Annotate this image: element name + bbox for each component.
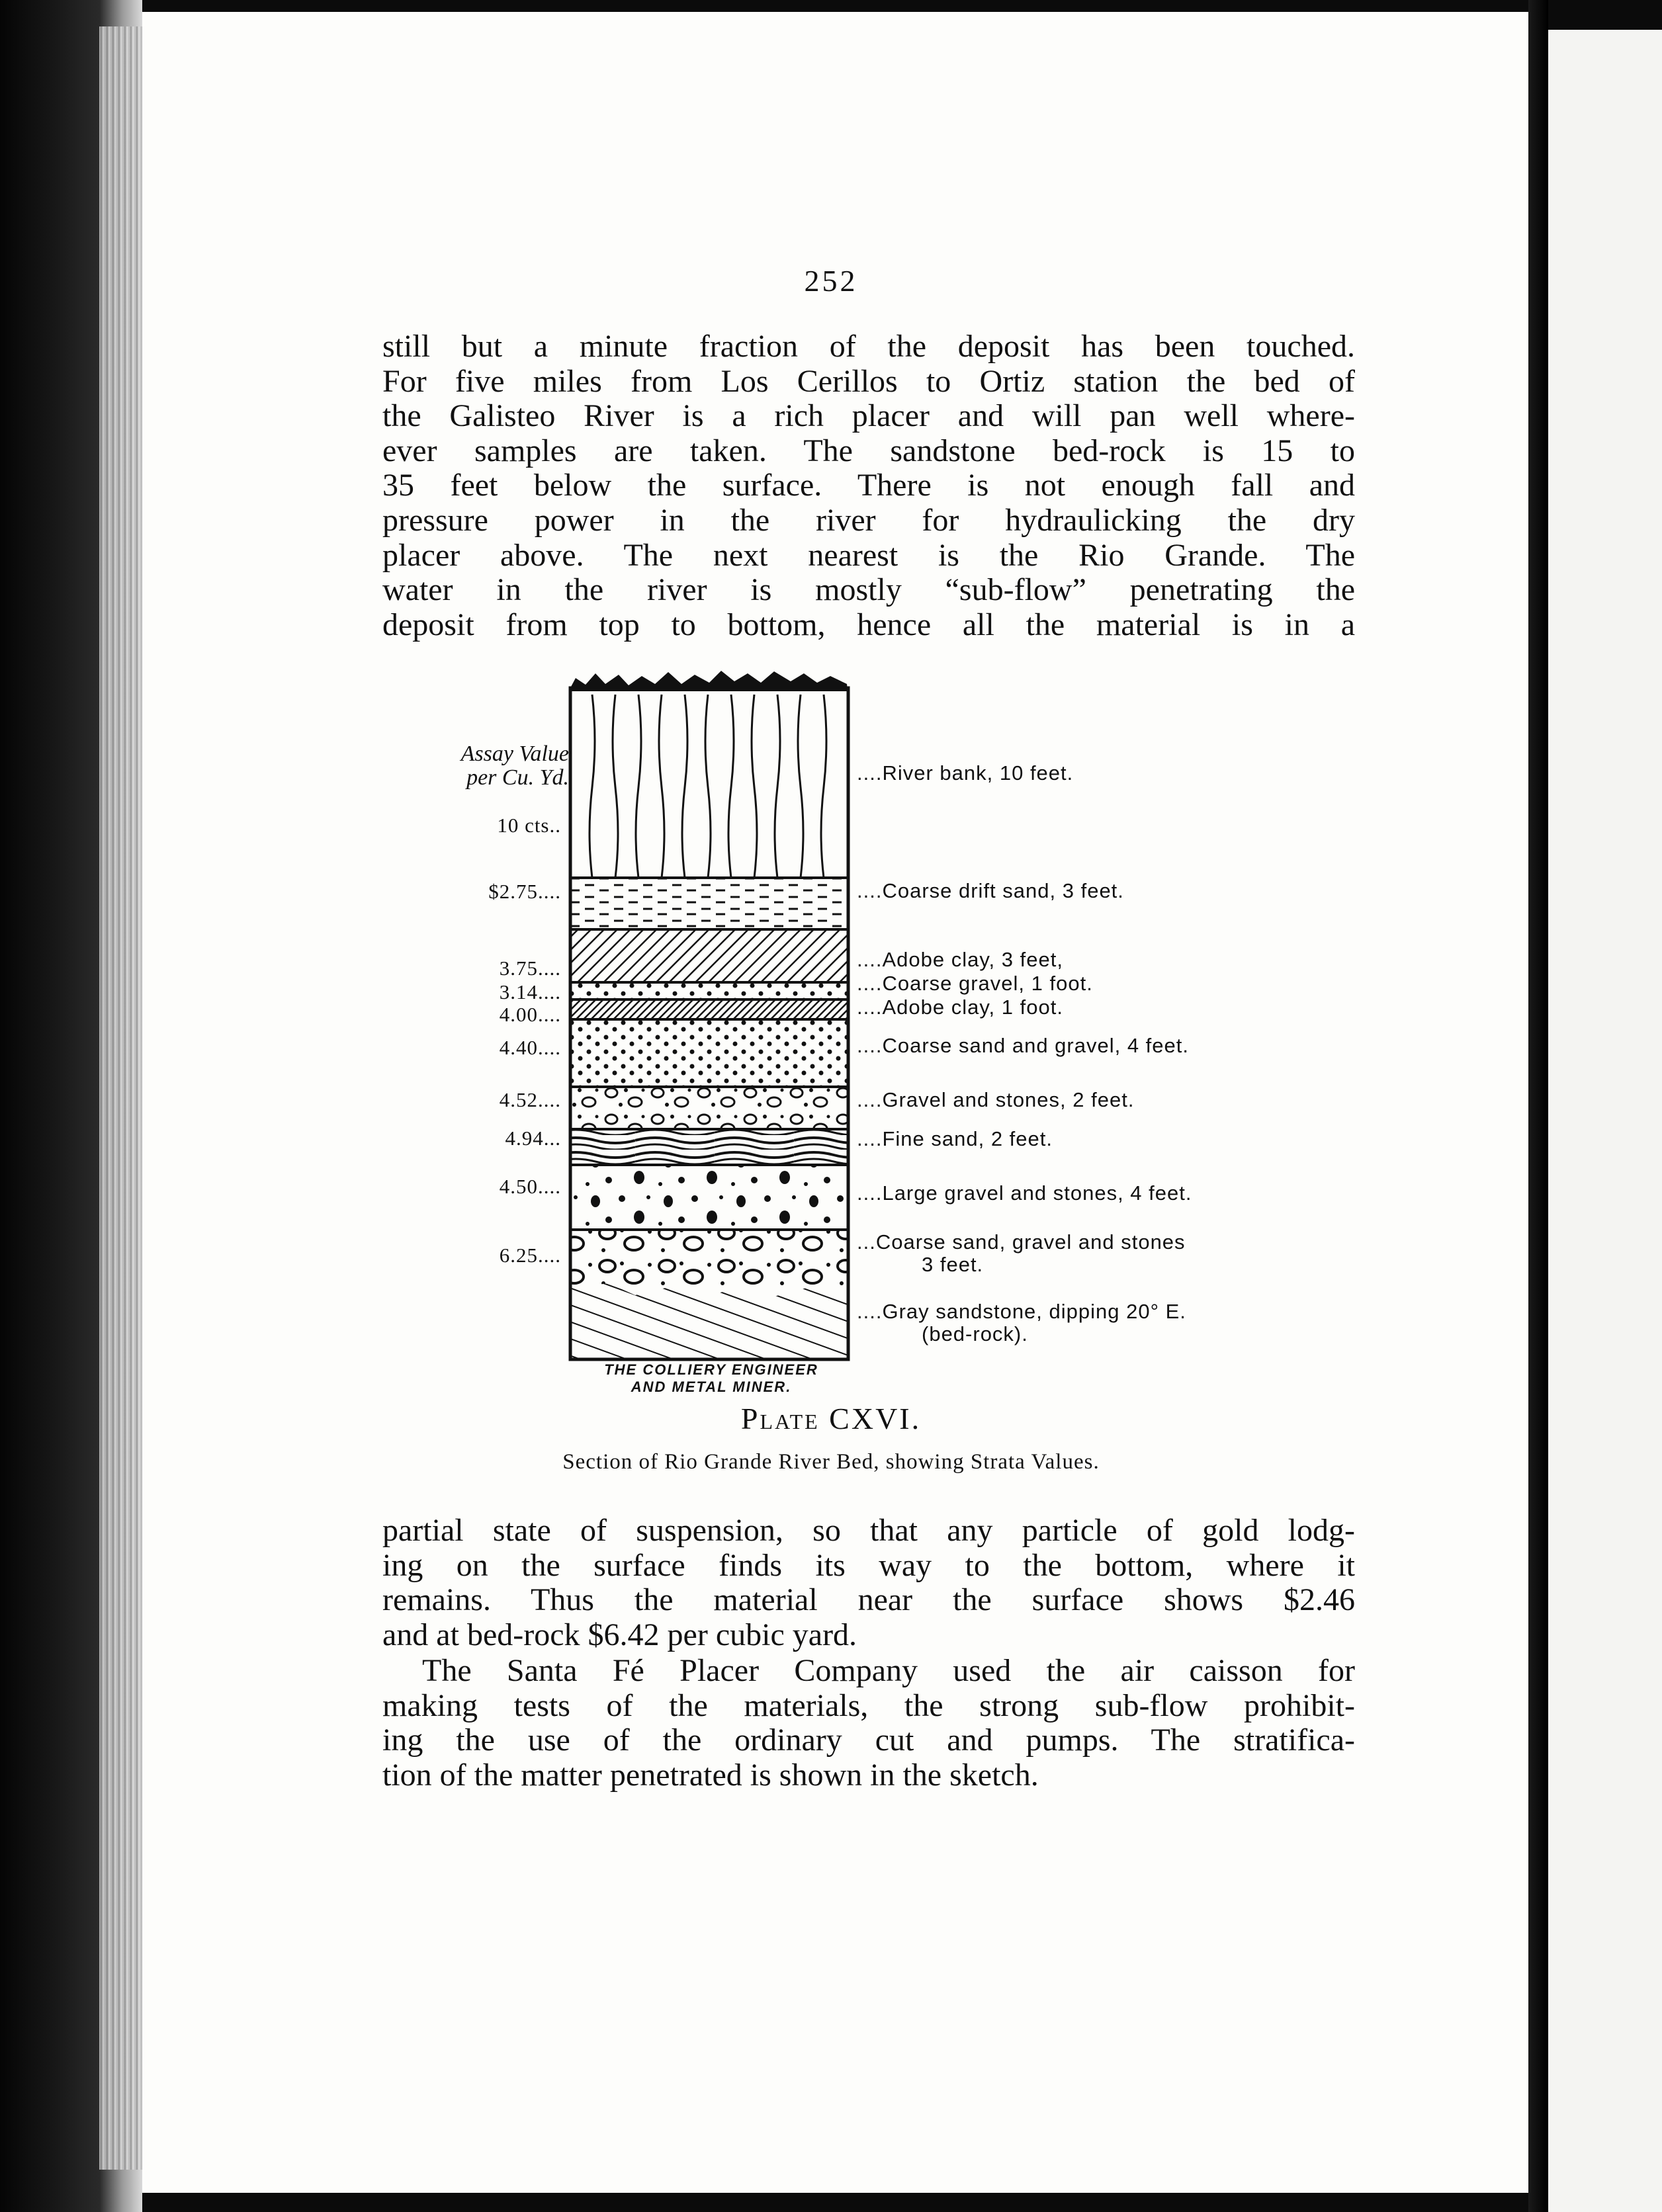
- text-line: The Santa Fé Placer Company used the air caisson for: [422, 1653, 1355, 1688]
- stratum-label-text: ....Adobe clay, 1 foot.: [857, 996, 1063, 1019]
- figure-credit-line: AND METAL MINER.: [631, 1379, 792, 1395]
- text-line: and at bed-rock $6.42 per cubic yard.: [382, 1617, 857, 1652]
- text-line: ing on the surface finds its way to the bottom, where it: [382, 1547, 1355, 1583]
- assay-value: 4.00....: [499, 1003, 561, 1026]
- figure-credit-line: THE COLLIERY ENGINEER: [604, 1361, 818, 1378]
- stratum-label-text: ...Coarse sand, gravel and stones: [857, 1230, 1186, 1254]
- stratum-label-text: ....Gravel and stones, 2 feet.: [857, 1088, 1135, 1111]
- adjacent-page-edge: [1548, 30, 1662, 2212]
- book-gutter: [1528, 0, 1548, 2212]
- assay-heading-line: Assay Value: [460, 742, 569, 766]
- stratum-label-text: ....Coarse gravel, 1 foot.: [857, 972, 1093, 995]
- text-line: deposit from top to bottom, hence all the material is in a: [382, 607, 1355, 642]
- stratum-label-text: ....River bank, 10 feet.: [857, 761, 1074, 785]
- stratum-label-text: ....Fine sand, 2 feet.: [857, 1127, 1053, 1150]
- text-line: ing the use of the ordinary cut and pumps. The stratifica-: [382, 1723, 1355, 1758]
- text-line: 35 feet below the surface. There is not enough fall and: [382, 468, 1355, 503]
- figure-caption: Section of Rio Grande River Bed, showing Strata Values.: [562, 1450, 1100, 1474]
- text-line: making tests of the materials, the strong sub-flow prohibit-: [382, 1687, 1355, 1723]
- text-line: still but a minute fraction of the deposit has been touched.: [382, 329, 1355, 364]
- stratum-label-text: ....Adobe clay, 3 feet,: [857, 948, 1063, 971]
- stratum-label-text: 3 feet.: [922, 1253, 984, 1276]
- plate-title: Plate CXVI.: [740, 1402, 922, 1435]
- stratum-label-text: (bed-rock).: [922, 1322, 1028, 1345]
- text-line: ever samples are taken. The sandstone bed-rock is 15 to: [382, 433, 1355, 468]
- text-line: partial state of suspension, so that any particle of gold lodg-: [382, 1513, 1355, 1548]
- assay-value: 4.50....: [499, 1175, 561, 1198]
- assay-value: 3.14....: [499, 980, 561, 1003]
- stratum-label-text: ....Coarse sand and gravel, 4 feet.: [857, 1034, 1189, 1057]
- stratum-label-text: ....Large gravel and stones, 4 feet.: [857, 1181, 1192, 1205]
- text-line: placer above. The next nearest is the Rio Grande. The: [382, 537, 1355, 573]
- assay-value: 4.94...: [505, 1127, 561, 1150]
- page-edges: [99, 26, 146, 2170]
- text-line: the Galisteo River is a rich placer and will pan well where-: [382, 398, 1355, 434]
- assay-value: 10 cts..: [497, 814, 561, 837]
- assay-value: 4.52....: [499, 1088, 561, 1111]
- text-line: tion of the matter penetrated is shown in the sketch.: [382, 1757, 1039, 1793]
- stratum-label-text: ....Coarse drift sand, 3 feet.: [857, 879, 1124, 902]
- assay-value: 6.25....: [499, 1244, 561, 1267]
- scan-top-edge: [142, 0, 1548, 12]
- text-line: remains. Thus the material near the surface shows $2.46: [382, 1582, 1355, 1618]
- text-line: water in the river is mostly “sub-flow” penetrating the: [382, 572, 1355, 608]
- paragraph-bottom: [382, 1513, 1355, 1652]
- paragraph-top: [382, 329, 1355, 642]
- assay-heading-line: per Cu. Yd.: [466, 765, 569, 790]
- assay-value: $2.75....: [488, 880, 561, 903]
- text-line: pressure power in the river for hydraulicking the dry: [382, 502, 1355, 538]
- assay-value: 3.75....: [499, 957, 561, 980]
- paragraph-last: [382, 1654, 1355, 1793]
- assay-value: 4.40....: [499, 1036, 561, 1059]
- stratum-label-text: ....Gray sandstone, dipping 20° E.: [857, 1300, 1186, 1323]
- page-number: 252: [804, 264, 858, 298]
- text-line: For five miles from Los Cerillos to Ortiz station the bed of: [382, 363, 1355, 399]
